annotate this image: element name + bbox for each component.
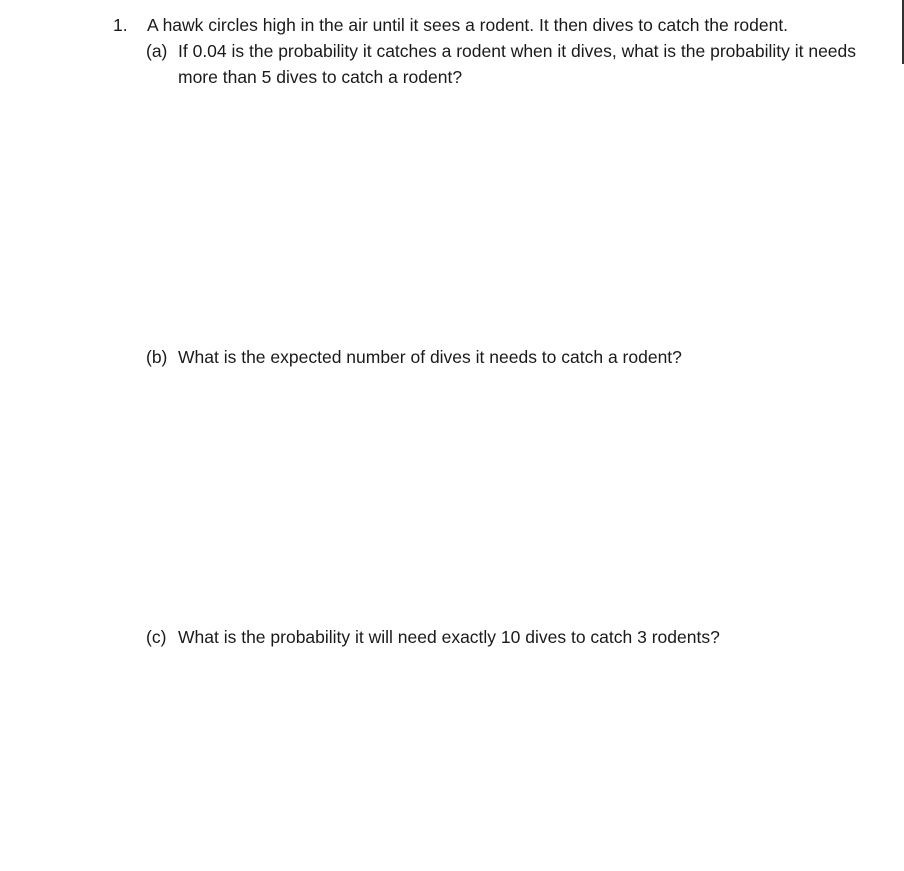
- problem-1: [113, 12, 893, 38]
- page-edge-rule: [902, 0, 904, 64]
- part-a-question: [178, 38, 888, 90]
- part-a-line-1: If 0.04 is the probability it catches a rodent when it dives, what is the probability it needs: [178, 41, 857, 61]
- part-a-label: (a): [146, 41, 168, 61]
- part-c-question: What is the probability it will need exactly 10 dives to catch 3 rodents?: [178, 627, 720, 647]
- part-a-line-2: more than 5 dives to catch a rodent?: [178, 67, 463, 87]
- problem-stem: A hawk circles high in the air until it sees a rodent. It then dives to catch the rodent.: [147, 15, 789, 35]
- part-c-label: (c): [146, 627, 167, 647]
- problem-number: 1.: [113, 15, 128, 35]
- part-b-question: What is the expected number of dives it needs to catch a rodent?: [178, 347, 682, 367]
- part-b-label: (b): [146, 347, 168, 367]
- problem-header: [113, 12, 893, 38]
